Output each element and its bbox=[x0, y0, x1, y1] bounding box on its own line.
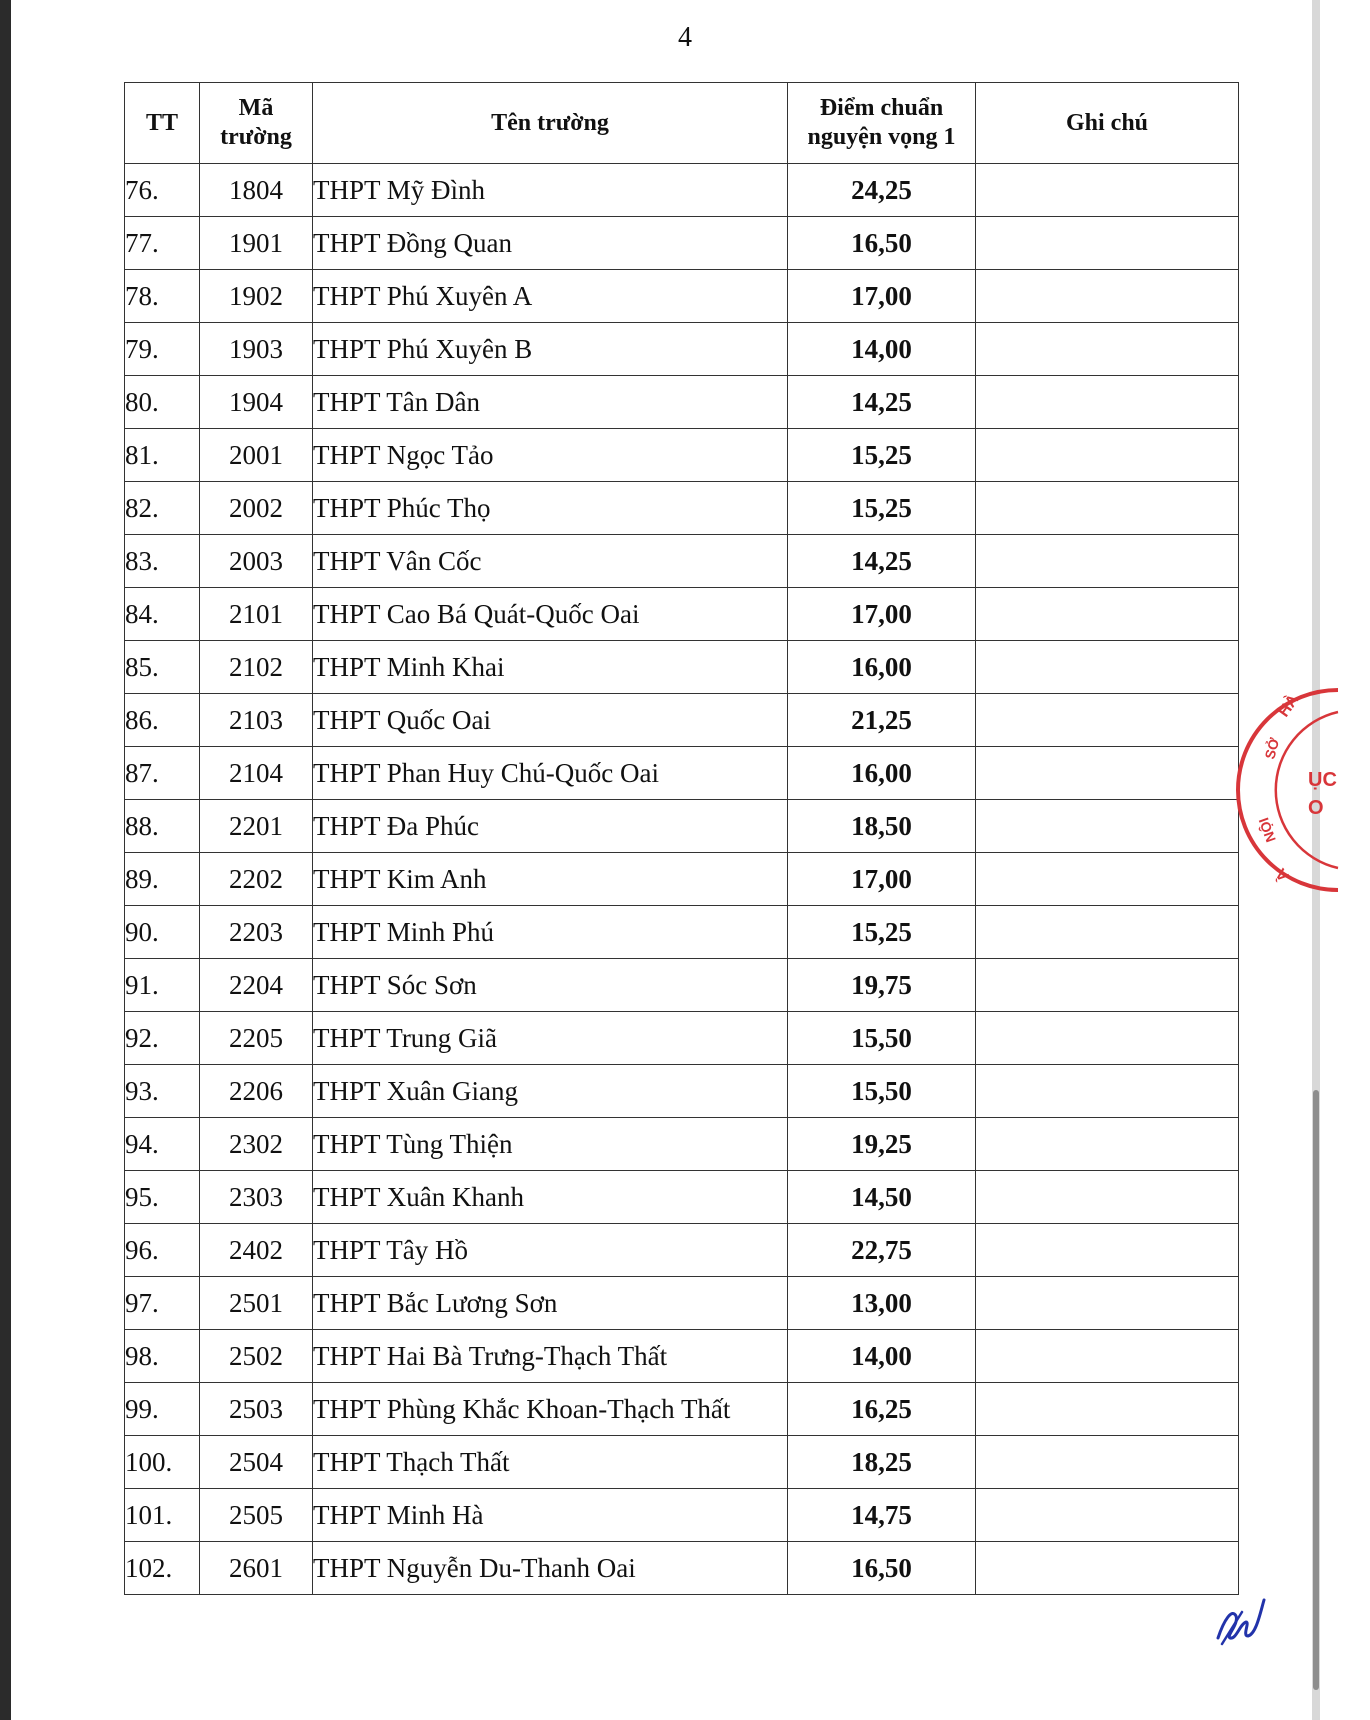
row-tt: 89. bbox=[125, 853, 200, 906]
row-ten-truong: THPT Tây Hồ bbox=[313, 1224, 788, 1277]
row-ghi-chu bbox=[976, 641, 1239, 694]
table-row bbox=[125, 1171, 1239, 1224]
row-diem-chuan: 17,00 bbox=[788, 270, 976, 323]
row-tt: 83. bbox=[125, 535, 200, 588]
row-ma-truong: 2103 bbox=[200, 694, 313, 747]
row-diem-chuan: 17,00 bbox=[788, 588, 976, 641]
row-tt: 99. bbox=[125, 1383, 200, 1436]
row-tt: 78. bbox=[125, 270, 200, 323]
header-diem-chuan: Điểm chuẩn nguyện vọng 1 bbox=[788, 83, 976, 164]
svg-text:HÀ: HÀ bbox=[1275, 691, 1303, 721]
row-ma-truong: 2001 bbox=[200, 429, 313, 482]
row-tt: 82. bbox=[125, 482, 200, 535]
row-tt: 85. bbox=[125, 641, 200, 694]
admission-score-table bbox=[124, 82, 1239, 1595]
row-ghi-chu bbox=[976, 217, 1239, 270]
row-ma-truong: 2104 bbox=[200, 747, 313, 800]
row-ten-truong: THPT Đồng Quan bbox=[313, 217, 788, 270]
svg-text:ỤC: ỤC bbox=[1308, 769, 1337, 791]
row-diem-chuan: 13,00 bbox=[788, 1277, 976, 1330]
table-row bbox=[125, 1542, 1239, 1595]
table-row bbox=[125, 482, 1239, 535]
row-ma-truong: 2302 bbox=[200, 1118, 313, 1171]
scrollbar-thumb[interactable] bbox=[1313, 1090, 1319, 1690]
table-row bbox=[125, 535, 1239, 588]
row-diem-chuan: 14,50 bbox=[788, 1171, 976, 1224]
table-row bbox=[125, 800, 1239, 853]
table-row bbox=[125, 376, 1239, 429]
row-ten-truong: THPT Quốc Oai bbox=[313, 694, 788, 747]
row-ma-truong: 2102 bbox=[200, 641, 313, 694]
row-ten-truong: THPT Phùng Khắc Khoan-Thạch Thất bbox=[313, 1383, 788, 1436]
row-diem-chuan: 14,25 bbox=[788, 376, 976, 429]
row-diem-chuan: 14,00 bbox=[788, 1330, 976, 1383]
row-tt: 76. bbox=[125, 164, 200, 217]
row-ghi-chu bbox=[976, 1277, 1239, 1330]
row-ma-truong: 2505 bbox=[200, 1489, 313, 1542]
table-row bbox=[125, 853, 1239, 906]
row-diem-chuan: 22,75 bbox=[788, 1224, 976, 1277]
row-tt: 96. bbox=[125, 1224, 200, 1277]
row-tt: 92. bbox=[125, 1012, 200, 1065]
svg-text:O: O bbox=[1308, 797, 1324, 819]
row-ten-truong: THPT Phú Xuyên B bbox=[313, 323, 788, 376]
row-ma-truong: 2002 bbox=[200, 482, 313, 535]
row-tt: 90. bbox=[125, 906, 200, 959]
row-tt: 93. bbox=[125, 1065, 200, 1118]
signature-mark bbox=[1212, 1594, 1268, 1650]
row-ghi-chu bbox=[976, 800, 1239, 853]
header-ten-truong: Tên trường bbox=[313, 83, 788, 164]
row-diem-chuan: 16,00 bbox=[788, 641, 976, 694]
row-diem-chuan: 16,50 bbox=[788, 1542, 976, 1595]
row-diem-chuan: 16,50 bbox=[788, 217, 976, 270]
row-ma-truong: 2503 bbox=[200, 1383, 313, 1436]
page-number: 4 bbox=[678, 22, 692, 53]
table-row bbox=[125, 1277, 1239, 1330]
svg-text:À: À bbox=[1272, 864, 1294, 885]
row-ma-truong: 2303 bbox=[200, 1171, 313, 1224]
row-ten-truong: THPT Minh Hà bbox=[313, 1489, 788, 1542]
row-tt: 81. bbox=[125, 429, 200, 482]
row-ma-truong: 1804 bbox=[200, 164, 313, 217]
svg-text:NỘI: NỘI bbox=[1255, 815, 1279, 845]
official-stamp-seal bbox=[1255, 690, 1337, 890]
table-row bbox=[125, 641, 1239, 694]
row-ten-truong: THPT Minh Phú bbox=[313, 906, 788, 959]
table-row bbox=[125, 1383, 1239, 1436]
row-ghi-chu bbox=[976, 906, 1239, 959]
row-ten-truong: THPT Thạch Thất bbox=[313, 1436, 788, 1489]
row-ma-truong: 2203 bbox=[200, 906, 313, 959]
row-ma-truong: 1904 bbox=[200, 376, 313, 429]
header-ma-truong: Mã trường bbox=[200, 83, 313, 164]
table-row bbox=[125, 588, 1239, 641]
row-ten-truong: THPT Sóc Sơn bbox=[313, 959, 788, 1012]
row-diem-chuan: 15,50 bbox=[788, 1065, 976, 1118]
table-row bbox=[125, 217, 1239, 270]
row-diem-chuan: 14,00 bbox=[788, 323, 976, 376]
row-ghi-chu bbox=[976, 376, 1239, 429]
row-tt: 101. bbox=[125, 1489, 200, 1542]
row-diem-chuan: 15,25 bbox=[788, 429, 976, 482]
table-row bbox=[125, 906, 1239, 959]
row-diem-chuan: 19,75 bbox=[788, 959, 976, 1012]
table-row bbox=[125, 1489, 1239, 1542]
row-diem-chuan: 15,50 bbox=[788, 1012, 976, 1065]
row-ten-truong: THPT Phúc Thọ bbox=[313, 482, 788, 535]
row-tt: 97. bbox=[125, 1277, 200, 1330]
row-diem-chuan: 21,25 bbox=[788, 694, 976, 747]
row-diem-chuan: 15,25 bbox=[788, 906, 976, 959]
row-tt: 98. bbox=[125, 1330, 200, 1383]
row-ma-truong: 1903 bbox=[200, 323, 313, 376]
row-ma-truong: 2502 bbox=[200, 1330, 313, 1383]
row-ma-truong: 2201 bbox=[200, 800, 313, 853]
row-ghi-chu bbox=[976, 1118, 1239, 1171]
header-tt: TT bbox=[125, 83, 200, 164]
table-row bbox=[125, 1224, 1239, 1277]
row-ten-truong: THPT Trung Giã bbox=[313, 1012, 788, 1065]
row-ten-truong: THPT Vân Cốc bbox=[313, 535, 788, 588]
row-ghi-chu bbox=[976, 1224, 1239, 1277]
row-ghi-chu bbox=[976, 1436, 1239, 1489]
row-ma-truong: 2206 bbox=[200, 1065, 313, 1118]
table-row bbox=[125, 747, 1239, 800]
row-diem-chuan: 17,00 bbox=[788, 853, 976, 906]
svg-text:SỞ: SỞ bbox=[1261, 736, 1283, 761]
row-ghi-chu bbox=[976, 747, 1239, 800]
row-ma-truong: 2003 bbox=[200, 535, 313, 588]
row-tt: 88. bbox=[125, 800, 200, 853]
row-ten-truong: THPT Mỹ Đình bbox=[313, 164, 788, 217]
row-ten-truong: THPT Tùng Thiện bbox=[313, 1118, 788, 1171]
row-ten-truong: THPT Phú Xuyên A bbox=[313, 270, 788, 323]
table-row bbox=[125, 959, 1239, 1012]
left-edge-bar bbox=[0, 0, 11, 1720]
row-ghi-chu bbox=[976, 535, 1239, 588]
row-ma-truong: 2402 bbox=[200, 1224, 313, 1277]
row-diem-chuan: 16,25 bbox=[788, 1383, 976, 1436]
row-tt: 102. bbox=[125, 1542, 200, 1595]
row-ten-truong: THPT Xuân Giang bbox=[313, 1065, 788, 1118]
row-diem-chuan: 15,25 bbox=[788, 482, 976, 535]
row-diem-chuan: 18,50 bbox=[788, 800, 976, 853]
row-ten-truong: THPT Bắc Lương Sơn bbox=[313, 1277, 788, 1330]
row-ten-truong: THPT Đa Phúc bbox=[313, 800, 788, 853]
row-ma-truong: 2504 bbox=[200, 1436, 313, 1489]
row-ghi-chu bbox=[976, 1171, 1239, 1224]
table-row bbox=[125, 270, 1239, 323]
row-tt: 86. bbox=[125, 694, 200, 747]
row-ghi-chu bbox=[976, 164, 1239, 217]
row-ghi-chu bbox=[976, 482, 1239, 535]
row-ten-truong: THPT Minh Khai bbox=[313, 641, 788, 694]
row-ten-truong: THPT Hai Bà Trưng-Thạch Thất bbox=[313, 1330, 788, 1383]
row-ten-truong: THPT Kim Anh bbox=[313, 853, 788, 906]
row-ghi-chu bbox=[976, 1542, 1239, 1595]
table-row bbox=[125, 1436, 1239, 1489]
row-tt: 100. bbox=[125, 1436, 200, 1489]
row-ten-truong: THPT Xuân Khanh bbox=[313, 1171, 788, 1224]
table-header-row bbox=[125, 83, 1239, 164]
row-diem-chuan: 14,25 bbox=[788, 535, 976, 588]
row-ghi-chu bbox=[976, 270, 1239, 323]
row-ghi-chu bbox=[976, 429, 1239, 482]
row-ma-truong: 2601 bbox=[200, 1542, 313, 1595]
row-ghi-chu bbox=[976, 694, 1239, 747]
row-ghi-chu bbox=[976, 1489, 1239, 1542]
row-tt: 91. bbox=[125, 959, 200, 1012]
row-diem-chuan: 18,25 bbox=[788, 1436, 976, 1489]
table-row bbox=[125, 1118, 1239, 1171]
row-tt: 87. bbox=[125, 747, 200, 800]
row-ma-truong: 2501 bbox=[200, 1277, 313, 1330]
row-ghi-chu bbox=[976, 323, 1239, 376]
row-ghi-chu bbox=[976, 959, 1239, 1012]
row-ten-truong: THPT Phan Huy Chú-Quốc Oai bbox=[313, 747, 788, 800]
row-ma-truong: 1901 bbox=[200, 217, 313, 270]
row-diem-chuan: 16,00 bbox=[788, 747, 976, 800]
row-ma-truong: 2205 bbox=[200, 1012, 313, 1065]
row-ten-truong: THPT Tân Dân bbox=[313, 376, 788, 429]
row-tt: 77. bbox=[125, 217, 200, 270]
row-ghi-chu bbox=[976, 1330, 1239, 1383]
row-ten-truong: THPT Cao Bá Quát-Quốc Oai bbox=[313, 588, 788, 641]
row-ma-truong: 1902 bbox=[200, 270, 313, 323]
row-diem-chuan: 14,75 bbox=[788, 1489, 976, 1542]
table-row bbox=[125, 323, 1239, 376]
row-ma-truong: 2101 bbox=[200, 588, 313, 641]
row-ghi-chu bbox=[976, 588, 1239, 641]
table-row bbox=[125, 1012, 1239, 1065]
row-tt: 95. bbox=[125, 1171, 200, 1224]
row-diem-chuan: 19,25 bbox=[788, 1118, 976, 1171]
row-tt: 80. bbox=[125, 376, 200, 429]
row-ten-truong: THPT Nguyễn Du-Thanh Oai bbox=[313, 1542, 788, 1595]
row-tt: 84. bbox=[125, 588, 200, 641]
row-tt: 79. bbox=[125, 323, 200, 376]
header-ghi-chu: Ghi chú bbox=[976, 83, 1239, 164]
table-row bbox=[125, 1065, 1239, 1118]
row-ghi-chu bbox=[976, 1012, 1239, 1065]
row-diem-chuan: 24,25 bbox=[788, 164, 976, 217]
table-row bbox=[125, 1330, 1239, 1383]
table-row bbox=[125, 164, 1239, 217]
row-ghi-chu bbox=[976, 853, 1239, 906]
row-ten-truong: THPT Ngọc Tảo bbox=[313, 429, 788, 482]
row-tt: 94. bbox=[125, 1118, 200, 1171]
row-ghi-chu bbox=[976, 1065, 1239, 1118]
row-ghi-chu bbox=[976, 1383, 1239, 1436]
table-row bbox=[125, 429, 1239, 482]
table-row bbox=[125, 694, 1239, 747]
row-ma-truong: 2204 bbox=[200, 959, 313, 1012]
row-ma-truong: 2202 bbox=[200, 853, 313, 906]
